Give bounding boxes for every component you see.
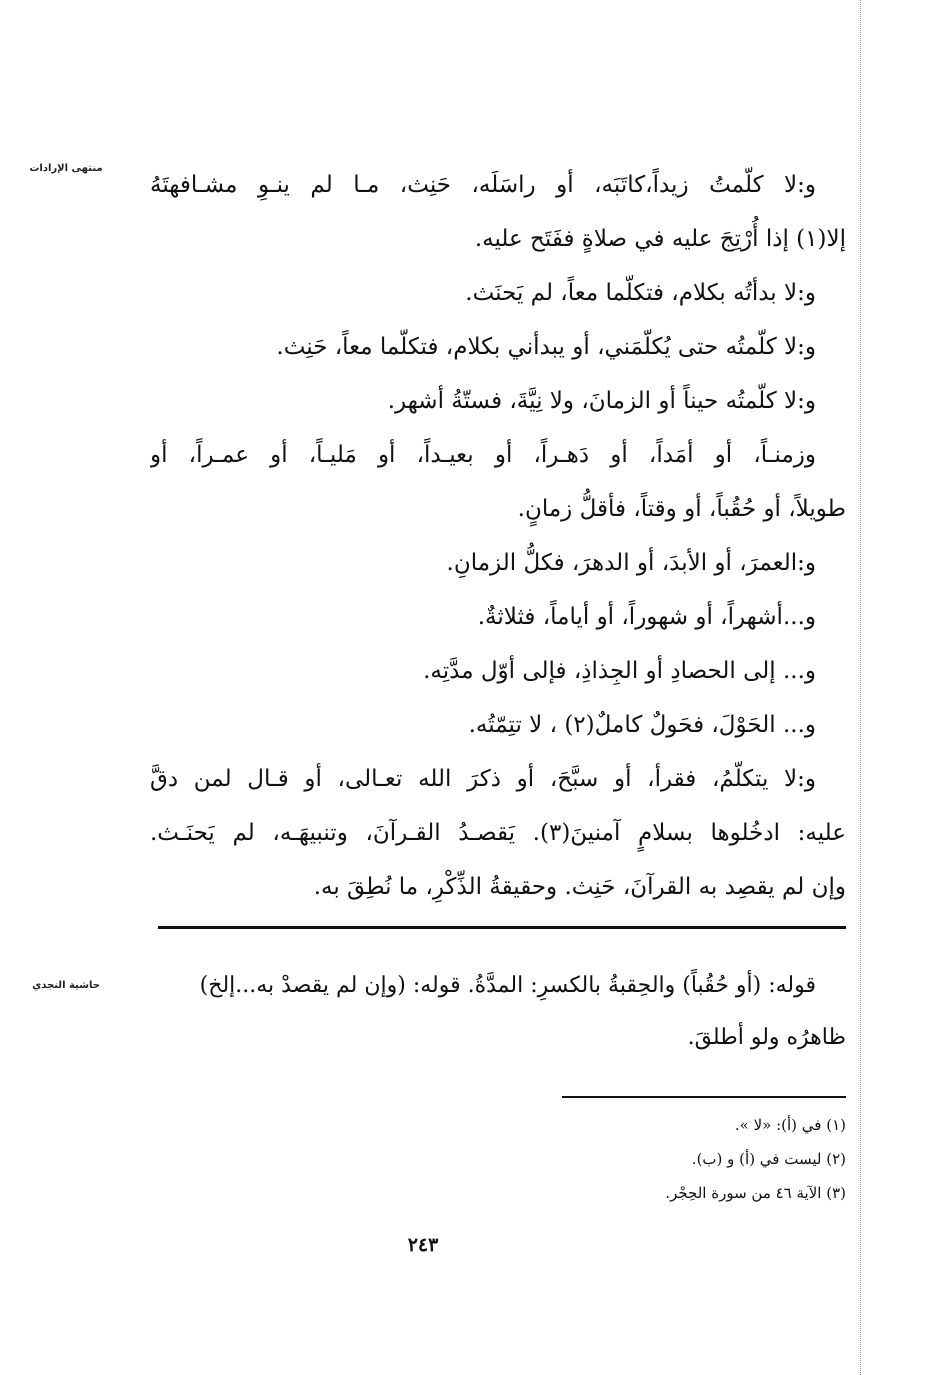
main-text-divider: [158, 926, 846, 929]
main-line: وإن لم يقصِد به القرآنَ، حَنِث. وحقيقةُ الذِّكْرِ، ما نُطِقَ به.: [313, 874, 846, 900]
main-line: و:العمرَ، أو الأبدَ، أو الدهرَ، فكلُّ الزمانِ.: [446, 550, 816, 576]
main-line: و... الحَوْلَ، فحَولٌ كاملٌ(٢) ، لا تتِمّتُه.: [468, 712, 816, 738]
page-number: ٢٤٣: [407, 1234, 439, 1256]
gloss-line: ظاهرُه ولو أطلقَ.: [687, 1025, 846, 1050]
main-line: و:لا كلّمتُه حيناً أو الزمانَ، ولا نِيَّةَ، فستّةُ أشهر.: [387, 388, 816, 414]
main-line: و:لا يتكلّمُ، فقرأ، أو سبَّحَ، أو ذكرَ الله تعـالى، أو قـال لمن دقَّ: [150, 766, 816, 792]
main-line: إلا(١) إذا أُرْتِجَ عليه في صلاةٍ ففَتَح عليه.: [474, 226, 846, 252]
footnote: (٣) الآية ٤٦ من سورة الحِجْر.: [665, 1184, 846, 1202]
gloss-line: قوله: (أو حُقُباً) والحِقبةُ بالكسرِ: المدَّةُ. قوله: (وإن لم يقصدْ به...إلخ): [199, 973, 816, 998]
main-line: و:لا بدأتُه بكلام، فتكلّما معاً، لم يَحنَث.: [465, 280, 816, 306]
footnotes-block: [400, 1108, 846, 1210]
main-line: و...أشهراً، أو شهوراً، أو أياماً، فثلاثةٌ.: [477, 604, 816, 630]
main-line: و:لا كلّمتُ زيداً،كاتَبَه، أو راسَلَه، حَنِث، مـا لم ينـوِ مشـافهتَهُ: [150, 172, 816, 198]
footnote: (٢) ليست في (أ) و (ب).: [691, 1150, 846, 1168]
margin-dotted-line: [860, 0, 861, 1375]
main-line: عليه: ادخُلوها بسلامٍ آمنينَ(٣). يَقصـدُ القـرآنَ، وتنبيهَـه، لم يَحنَـث.: [150, 820, 846, 846]
main-line: وزمنـاً، أو أمَداً، أو دَهـراً، أو بعيـداً، أو مَليـاً، أو عمـراً، أو: [150, 442, 816, 468]
footnote-divider: [562, 1096, 846, 1098]
main-text-block: [150, 158, 846, 914]
main-line: و... إلى الحصادِ أو الجِذاذِ، فإلى أوّل مدَّتِه.: [423, 658, 816, 684]
footnote: (١) في (أ): «لا ».: [734, 1116, 846, 1134]
side-label-main-source: منتهى الإرادات: [29, 163, 103, 174]
main-line: طويلاً، أو حُقُباً، أو وقتاً، فأقلُّ زمانٍ.: [517, 496, 846, 522]
main-line: و:لا كلّمتُه حتى يُكلّمَني، أو يبدأني بكلام، فتكلّما معاً، حَنِث.: [276, 334, 816, 360]
side-label-gloss-source: حاشية النجدي: [32, 980, 100, 991]
gloss-text-block: [150, 960, 846, 1064]
